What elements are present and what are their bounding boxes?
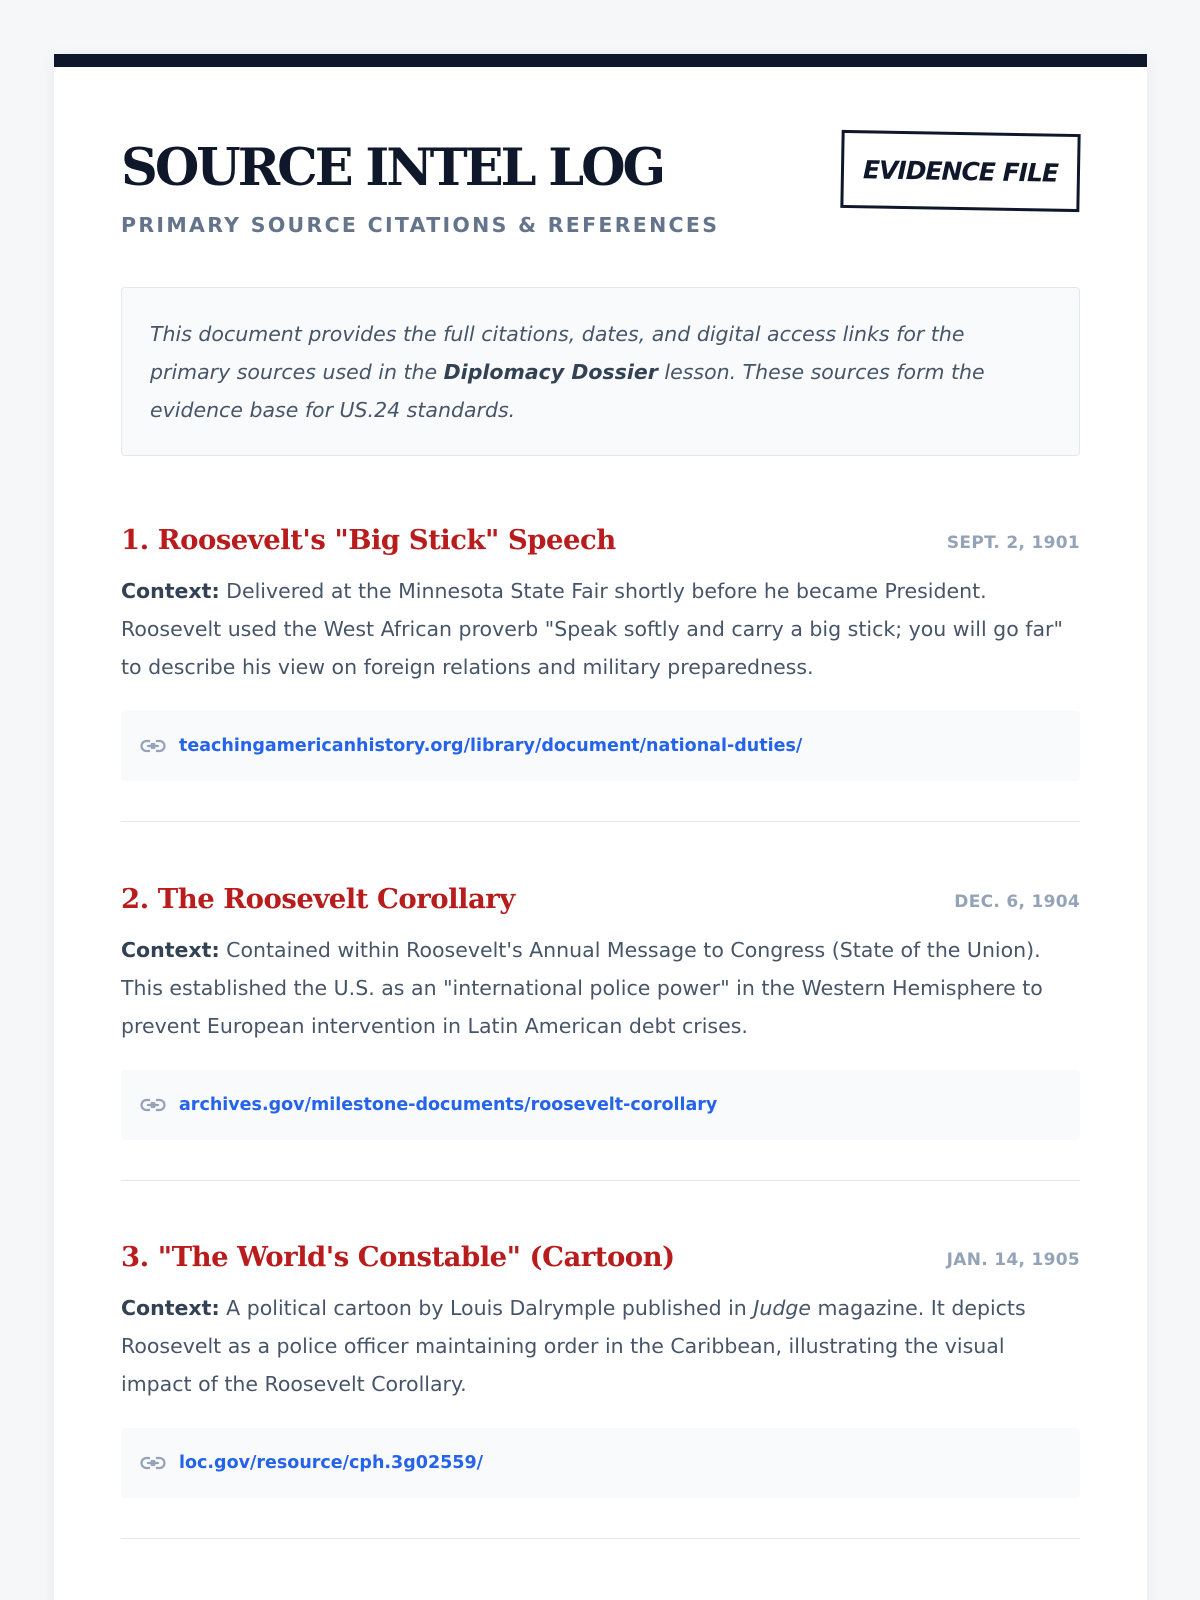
source-context <box>121 572 1080 686</box>
source-link[interactable]: teachingamericanhistory.org/library/document/national-duties/ <box>179 736 803 756</box>
source-date: SEPT. 2, 1901 <box>946 533 1080 553</box>
stamp-label: EVIDENCE FILE <box>862 154 1059 188</box>
context-italic: Judge <box>753 1296 812 1320</box>
intro-box <box>121 287 1080 456</box>
source-link[interactable]: archives.gov/milestone-documents/roosevelt-corollary <box>179 1095 718 1115</box>
source-context <box>121 931 1080 1045</box>
intro-emphasis: Diplomacy Dossier <box>443 360 658 384</box>
evidence-file-stamp <box>840 130 1080 212</box>
section-divider <box>121 1538 1080 1539</box>
link-icon <box>140 1097 166 1113</box>
source-link-box <box>121 711 1080 781</box>
context-text: Contained within Roosevelt's Annual Message to Congress (State of the Union). This established the U.S. as an "international police power" in the Western Hemisphere to prevent European intervention in Latin American debt crises. <box>121 938 1043 1038</box>
document-card <box>54 54 1147 1600</box>
context-label: Context: <box>121 579 220 603</box>
context-text: A political cartoon by Louis Dalrymple published in <box>219 1296 754 1320</box>
link-icon <box>140 1455 166 1471</box>
source-link-box <box>121 1070 1080 1140</box>
source-date: JAN. 14, 1905 <box>946 1250 1080 1270</box>
source-date: DEC. 6, 1904 <box>954 892 1080 912</box>
source-title: 3. "The World's Constable" (Cartoon) <box>121 1241 675 1273</box>
intro-text-before: This document provides the full citations, dates, and digital access links for the primary sources used in the <box>150 322 965 384</box>
section-divider <box>121 1180 1080 1181</box>
page-title: SOURCE INTEL LOG <box>121 138 664 198</box>
link-icon <box>140 738 166 754</box>
source-entry <box>121 524 1080 864</box>
source-entry <box>121 883 1080 1223</box>
source-context <box>121 1289 1080 1403</box>
intro-text-after: lesson. These sources form the evidence base for US.24 standards. <box>150 360 985 422</box>
source-title: 2. The Roosevelt Corollary <box>121 883 515 915</box>
source-entry <box>121 1241 1080 1581</box>
context-label: Context: <box>121 1296 220 1320</box>
document-header <box>121 132 1080 242</box>
context-text: Delivered at the Minnesota State Fair shortly before he became President. Roosevelt used the West African proverb "Speak softly and carry a big stick; you will go far" to describe his view on foreign relations and military preparedness. <box>121 579 1063 679</box>
source-link-box <box>121 1428 1080 1498</box>
context-label: Context: <box>121 938 220 962</box>
context-text-after: magazine. It depicts Roosevelt as a police officer maintaining order in the Caribbean, illustrating the visual impact of the Roosevelt Corollary. <box>121 1296 1026 1396</box>
section-divider <box>121 821 1080 822</box>
source-link[interactable]: loc.gov/resource/cph.3g02559/ <box>179 1453 484 1473</box>
page-subtitle: PRIMARY SOURCE CITATIONS & REFERENCES <box>121 213 720 237</box>
source-title: 1. Roosevelt's "Big Stick" Speech <box>121 524 616 556</box>
